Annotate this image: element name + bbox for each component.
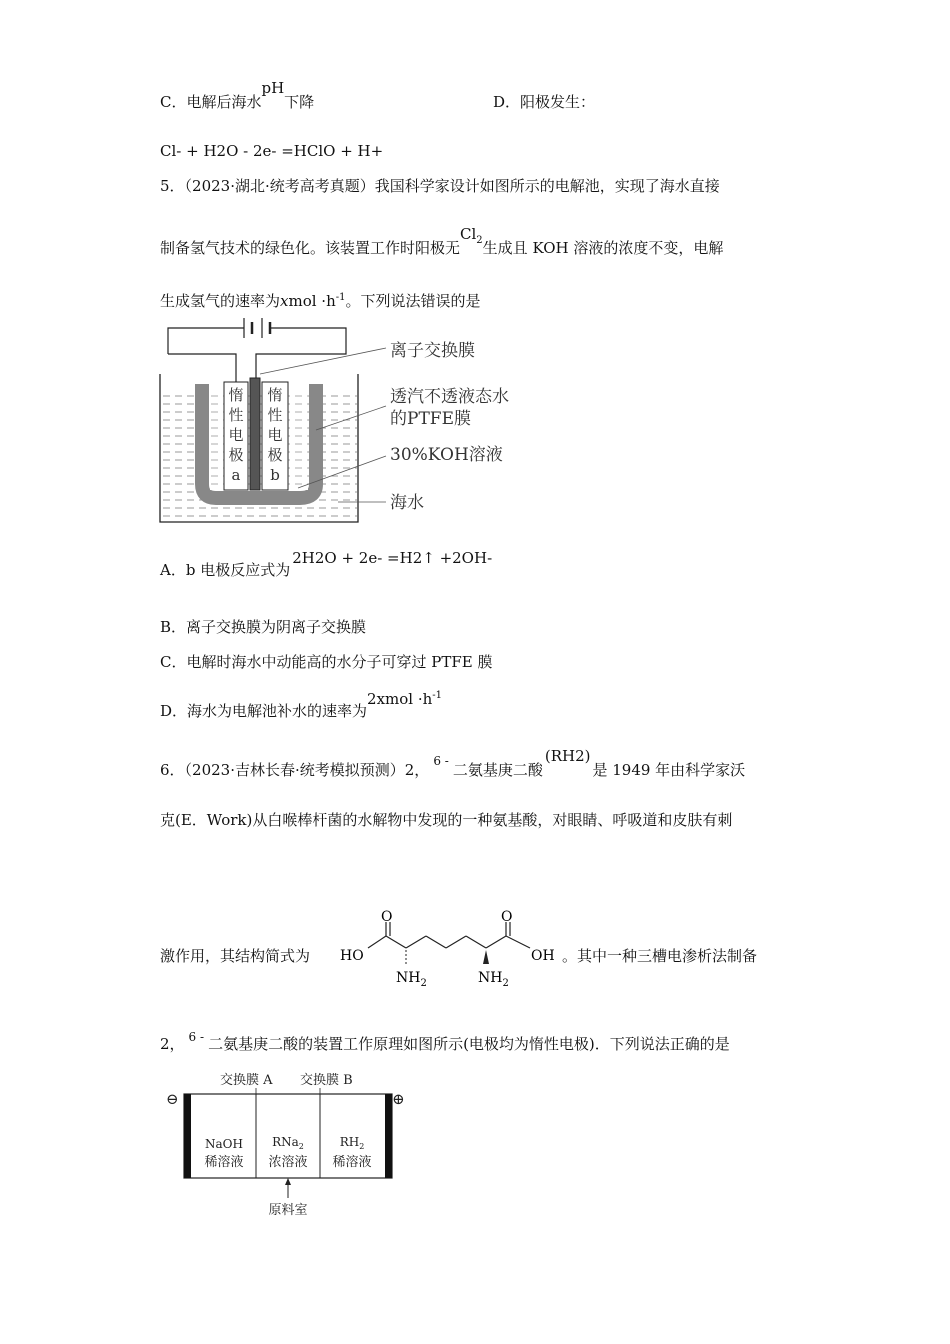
group-nh2-left-text: NH [396, 970, 421, 986]
cell2-line2: 浓溶液 [268, 1155, 308, 1170]
q4-option-c [160, 79, 315, 112]
group-ho: HO [340, 948, 364, 964]
q5-stem-line3-a: 生成氢气的速率为 [160, 292, 281, 310]
q5-option-d-value: 2xmol ·h [367, 690, 433, 708]
q6-stem-line4-a: 2， [160, 1035, 185, 1053]
group-oh: OH [531, 948, 555, 964]
q5-cl2-symbol: Cl [460, 225, 477, 243]
q6-structure-formula [338, 906, 560, 996]
cathode-plate [184, 1094, 191, 1178]
atom-o-right: O [501, 909, 513, 925]
electrode-a-char-4: a [231, 466, 241, 484]
q5-option-d-label: D．海水为电解池补水的速率为 [160, 702, 368, 720]
q5-cl2-sub: 2 [476, 235, 483, 246]
electrode-b-char-0: 惰 [267, 386, 283, 404]
q5-stem-line3-c: 。下列说法错误的是 [345, 292, 481, 310]
q5-option-d [160, 690, 443, 721]
label-ion-membrane: 离子交换膜 [390, 341, 475, 361]
q4-option-d-equation: Cl- + H2O - 2e- =HClO + H+ [160, 142, 384, 160]
minus-sign-icon: ⊖ [166, 1090, 179, 1108]
group-nh2-right [478, 970, 509, 989]
feed-arrow-icon [285, 1178, 291, 1185]
wire-right [256, 328, 346, 378]
q6-stem-line1-a: 6．（2023·吉林长春·统考模拟预测）2， [160, 761, 430, 779]
cell2-line1-sub: 2 [298, 1142, 304, 1151]
electrode-a-char-3: 极 [228, 446, 244, 464]
q5-stem-line2-b: 生成且 KOH 溶液的浓度不变，电解 [482, 239, 724, 257]
q4-option-c-ph: pH [261, 79, 285, 97]
wire-left [168, 328, 244, 354]
feed-chamber-label: 原料室 [268, 1203, 308, 1218]
q5-stem-line2-a: 制备氢气技术的绿色化。该装置工作时阳极无 [160, 239, 461, 257]
label-membrane-b: 交换膜 B [300, 1073, 353, 1088]
q6-electrodialysis-figure [160, 1066, 420, 1222]
wire-to-a [168, 354, 236, 382]
q6-six-prefix: 6 - [433, 754, 449, 768]
q6-stem-line3-b: 。其中一种三槽电渗析法制备 [562, 947, 758, 965]
q5-option-b: B．离子交换膜为阴离子交换膜 [160, 618, 367, 636]
atom-o-left: O [381, 909, 393, 925]
q4-option-c-label: C．电解后海水 [160, 93, 262, 111]
group-nh2-right-text: NH [478, 970, 503, 986]
q5-option-a [160, 549, 493, 580]
q4-option-c-tail: 下降 [284, 93, 315, 111]
leader-membrane [260, 348, 386, 374]
cell3-line2: 稀溶液 [332, 1155, 372, 1170]
cell2-line1-text: RNa [272, 1135, 299, 1149]
q5-stem-line3 [160, 288, 481, 311]
skeleton-bonds [368, 922, 530, 948]
q6-stem-line2: 克(E．Work)从白喉棒杆菌的水解物中发现的一种氨基酸，对眼睛、呼吸道和皮肤有刺 [160, 811, 733, 829]
q5-option-d-sup: -1 [432, 690, 443, 701]
q6-stem-line1-c: 是 1949 年由科学家沃 [592, 761, 746, 779]
electrode-a-char-0: 惰 [228, 386, 244, 404]
q6-stem-line4 [160, 1030, 730, 1055]
q6-rh2: (RH2) [544, 747, 591, 765]
label-koh: 30%KOH溶液 [390, 445, 503, 465]
electrode-a-char-2: 电 [228, 426, 244, 444]
label-ptfe-2: 的PTFE膜 [390, 409, 471, 429]
cell3-line1-sub: 2 [359, 1142, 365, 1151]
q5-rate-x: x [280, 292, 289, 310]
electrode-b-char-2: 电 [267, 426, 283, 444]
q6-stem-line3-a: 激作用，其结构简式为 [160, 947, 311, 965]
stereo-bonds [406, 950, 489, 964]
plus-sign-icon: ⊕ [392, 1090, 405, 1108]
q5-option-c: C．电解时海水中动能高的水分子可穿过 PTFE 膜 [160, 653, 493, 671]
label-seawater: 海水 [390, 493, 424, 513]
q5-stem-line2 [160, 225, 724, 265]
q5-rate-unit: mol ·h [288, 292, 336, 310]
group-nh2-left-sub: 2 [420, 978, 427, 989]
electrode-a-char-1: 性 [228, 406, 244, 424]
label-ptfe-1: 透汽不透液态水 [390, 387, 509, 407]
ion-exchange-membrane [250, 378, 260, 490]
cell3-line1-text: RH [339, 1135, 360, 1149]
cell1-line1: NaOH [205, 1137, 243, 1151]
electrode-b-char-3: 极 [267, 446, 283, 464]
anode-plate [385, 1094, 392, 1178]
electrode-b-char-4: b [270, 466, 280, 484]
q5-stem-line1: 5．（2023·湖北·统考高考真题）我国科学家设计如图所示的电解池，实现了海水直接 [160, 177, 720, 195]
wedge-bond-right [483, 950, 489, 964]
q6-stem-line4-b: 二氨基庚二酸的装置工作原理如图所示(电极均为惰性电极)．下列说法正确的是 [208, 1035, 730, 1053]
q6-stem-line1-b: 二氨基庚二酸 [452, 761, 543, 779]
q5-rate-sup: -1 [335, 292, 346, 303]
q6-stem-line1 [160, 747, 746, 781]
electrode-b-char-1: 性 [267, 406, 283, 424]
group-nh2-left [396, 970, 427, 989]
group-nh2-right-sub: 2 [502, 978, 509, 989]
q5-option-a-label: A．b 电极反应式为 [160, 561, 291, 579]
q5-electrolysis-figure [150, 312, 550, 527]
q5-option-a-equation: 2H2O + 2e- =H2↑ +2OH- [292, 549, 493, 567]
cell1-line2: 稀溶液 [204, 1155, 244, 1170]
label-membrane-a: 交换膜 A [220, 1073, 273, 1088]
q6-line4-six: 6 - [188, 1030, 205, 1044]
q5-cl2 [460, 225, 483, 246]
q4-option-d: D．阳极发生： [493, 93, 596, 111]
